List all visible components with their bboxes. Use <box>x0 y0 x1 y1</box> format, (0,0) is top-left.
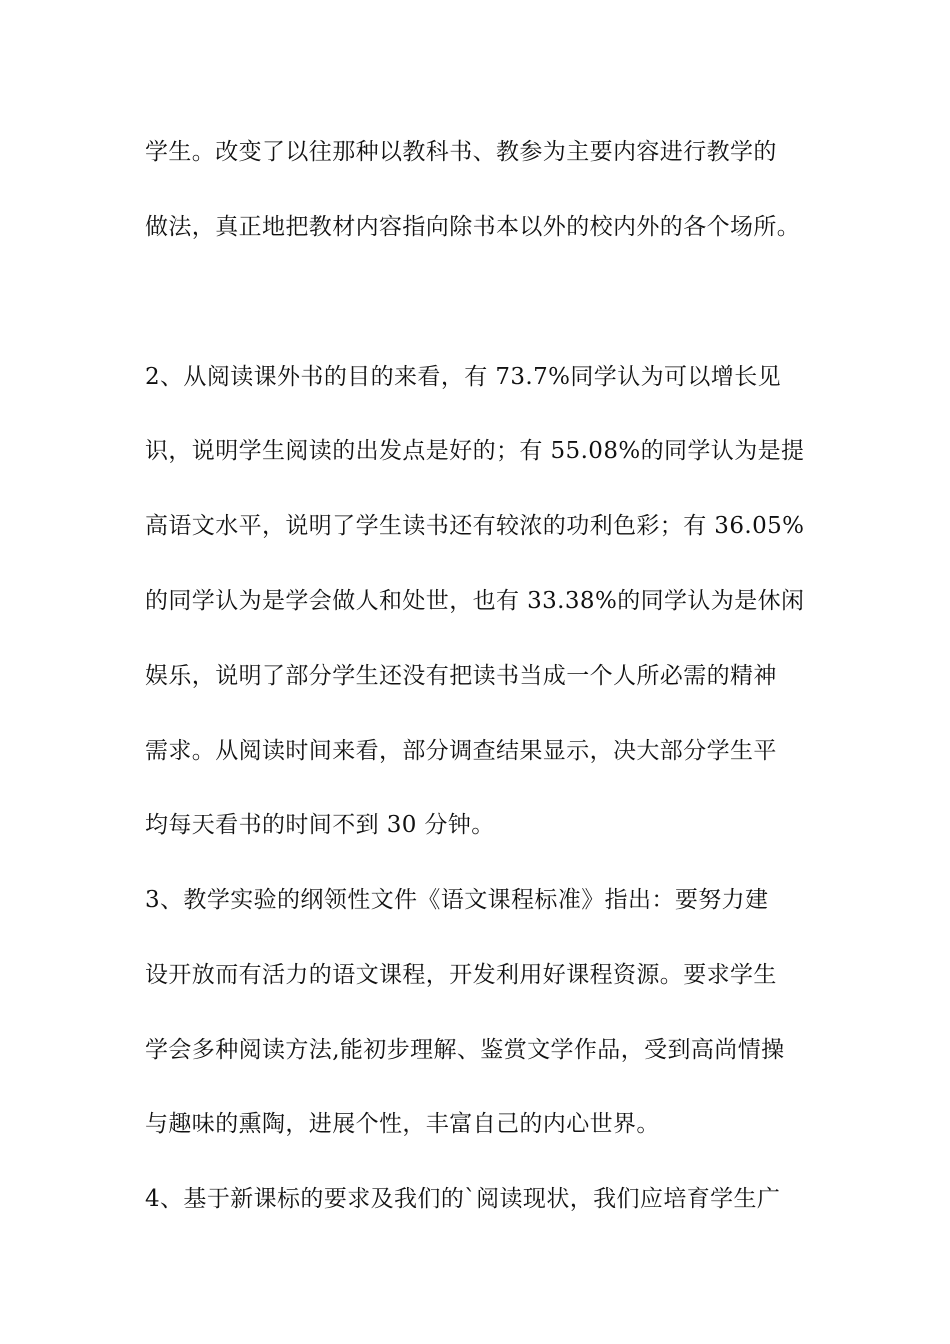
text-line: 4、基于新课标的要求及我们的`阅读现状，我们应培育学生广 <box>145 1186 781 1212</box>
text-line: 设开放而有活力的语文课程，开发利用好课程资源。要求学生 <box>145 962 777 988</box>
text-line: 的同学认为是学会做人和处世，也有 33.38%的同学认为是休闲 <box>145 588 805 614</box>
text-line: 做法，真正地把教材内容指向除书本以外的校内外的各个场所。 <box>145 214 801 240</box>
text-line: 均每天看书的时间不到 30 分钟。 <box>145 812 495 838</box>
text-line: 3、教学实验的纲领性文件《语文课程标准》指出：要努力建 <box>145 887 769 913</box>
text-line: 需求。从阅读时间来看，部分调查结果显示，决大部分学生平 <box>145 738 777 764</box>
text-line: 与趣味的熏陶，进展个性，丰富自己的内心世界。 <box>145 1111 660 1137</box>
text-line: 高语文水平，说明了学生读书还有较浓的功利色彩；有 36.05% <box>145 513 805 539</box>
text-line: 识，说明学生阅读的出发点是好的；有 55.08%的同学认为是提 <box>145 438 805 464</box>
text-line: 学会多种阅读方法,能初步理解、鉴赏文学作品，受到高尚情操 <box>145 1037 785 1063</box>
text-line: 2、从阅读课外书的目的来看，有 73.7%同学认为可以增长见 <box>145 364 782 390</box>
text-line: 娱乐，说明了部分学生还没有把读书当成一个人所必需的精神 <box>145 663 777 689</box>
text-line: 学生。改变了以往那种以教科书、教参为主要内容进行教学的 <box>145 139 777 165</box>
